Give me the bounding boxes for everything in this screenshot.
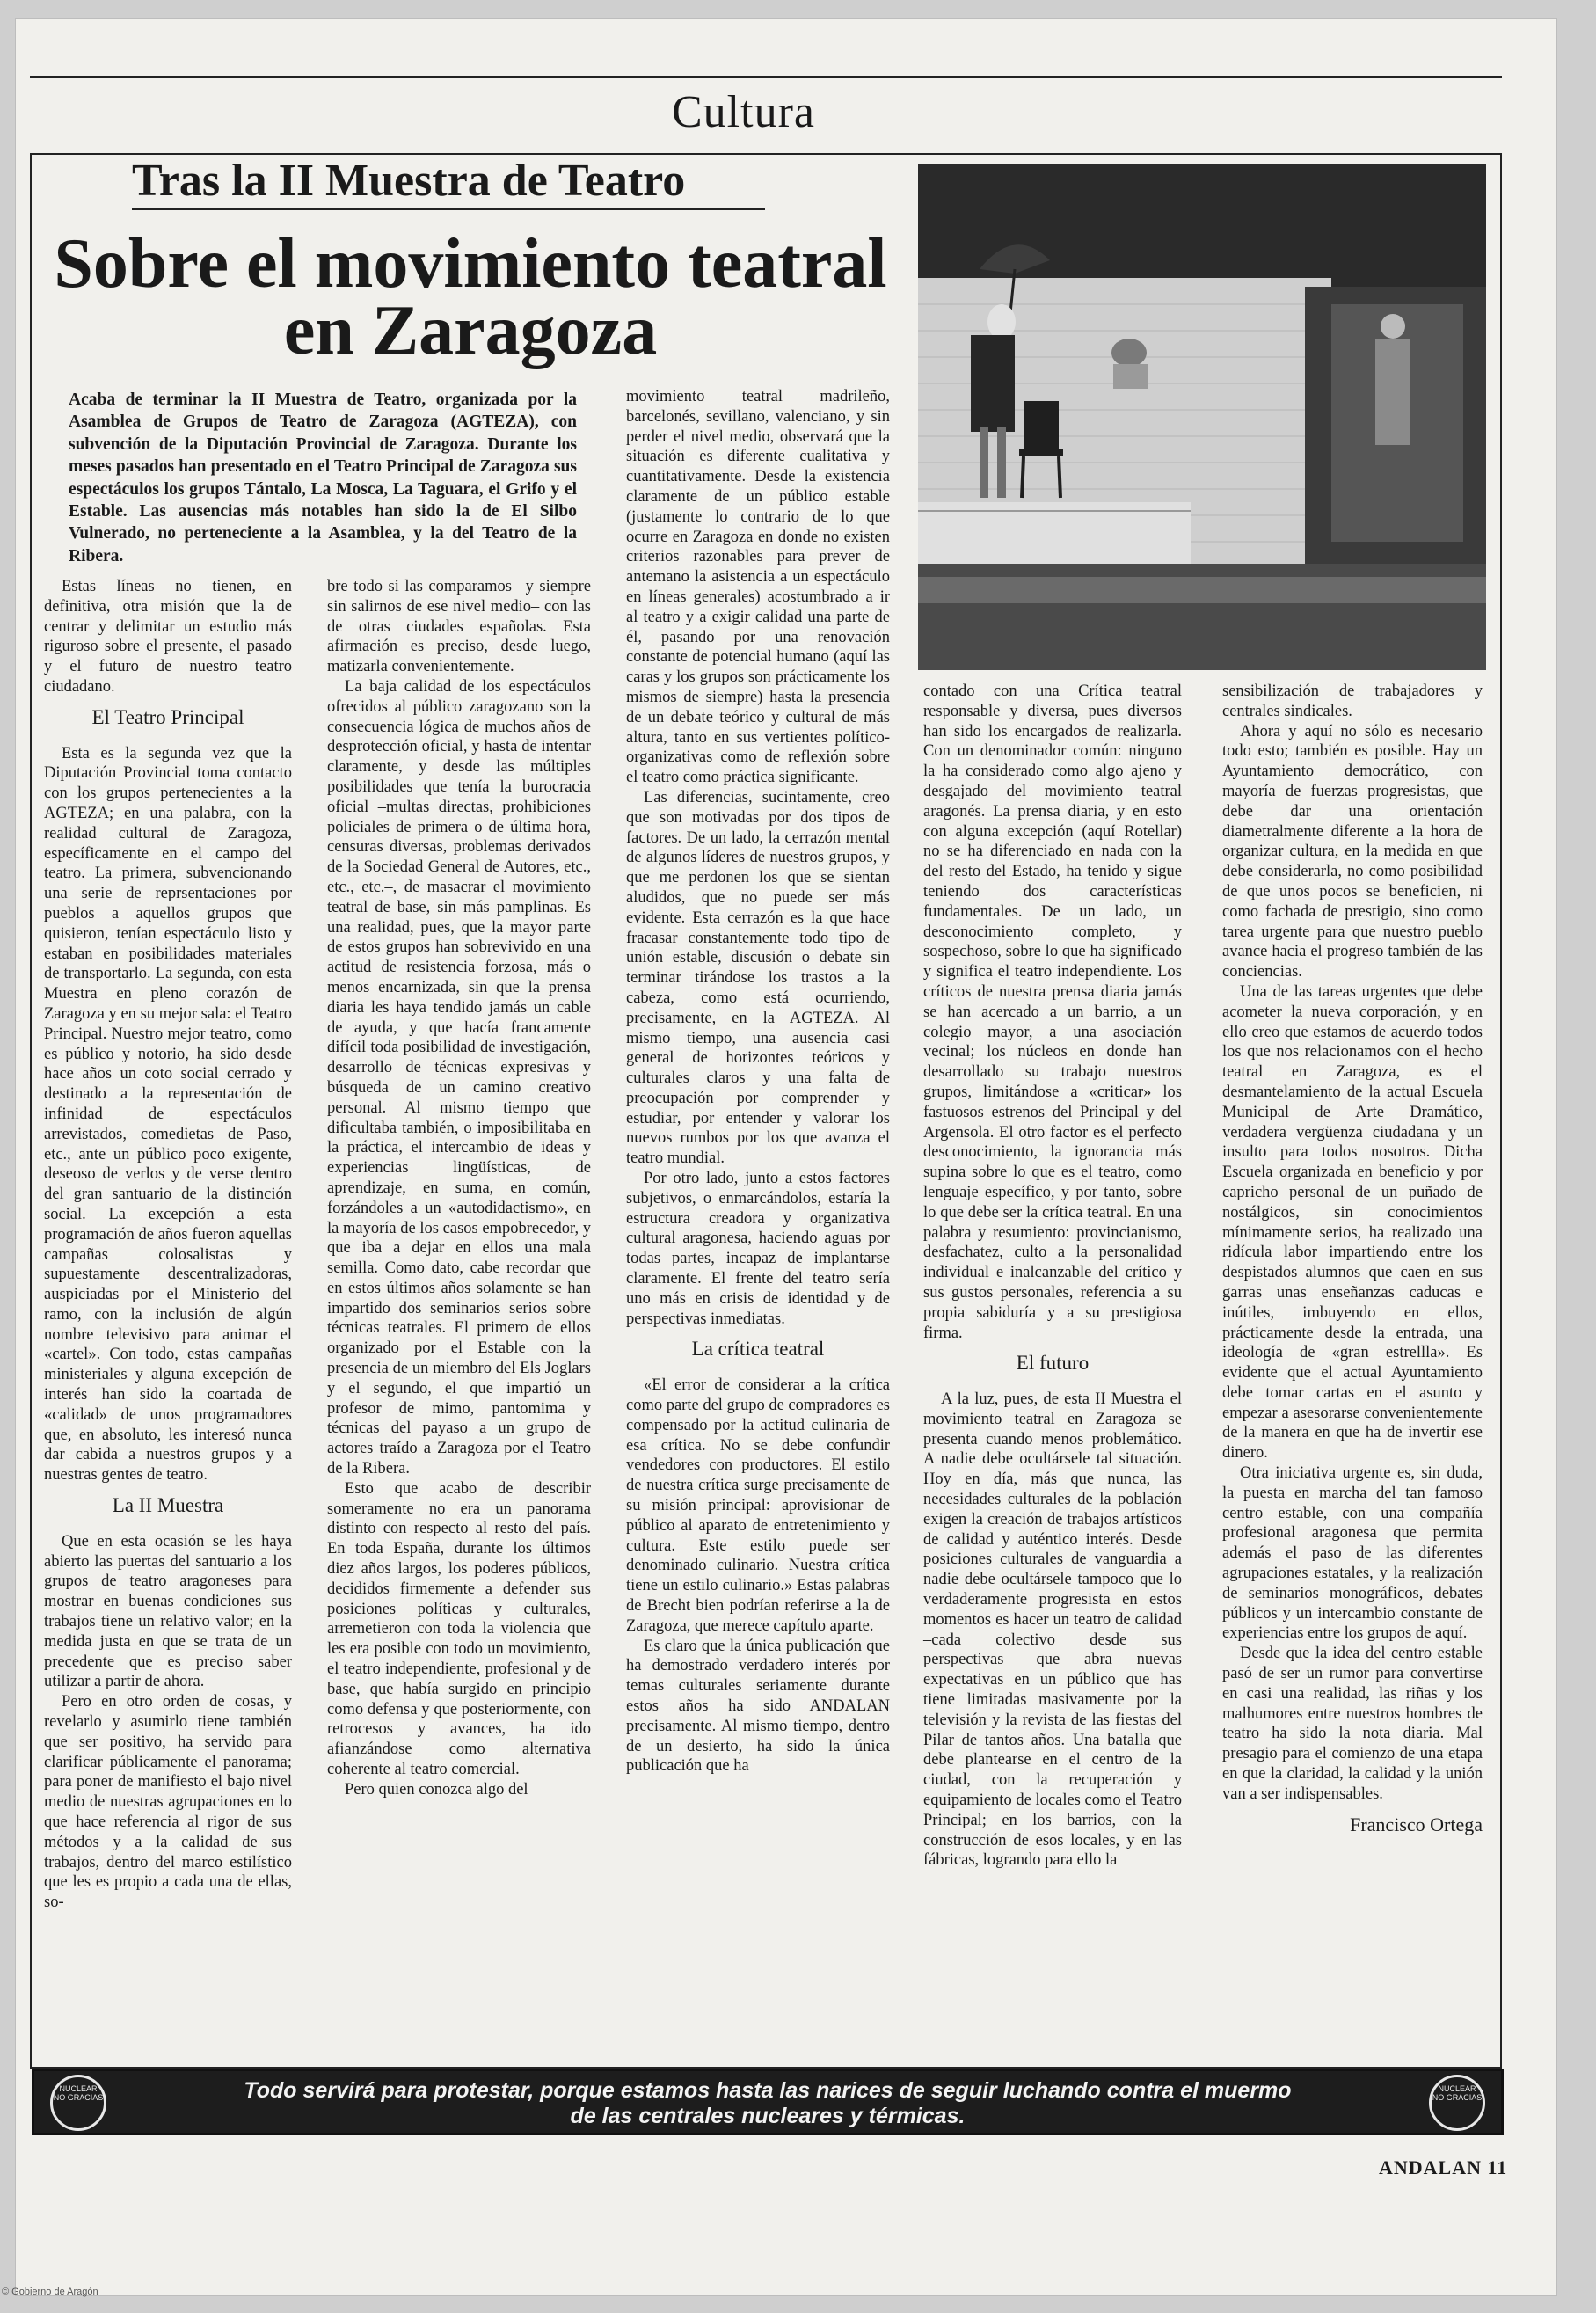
col2-paragraph: Esto que acabo de describir someramente no era un panorama distinto con respecto al resto del país. En toda España, durante los últimos diez años largos, los poderes públicos, decididos firmemente a defender sus posiciones políticas y culturales, arremetieron con toda la violencia que les era posible con todo un movimiento, el teatro independiente, profesional y de base, que había surgido en principio como defensa y que posteriormente, con retrocesos y avances, ha ido afianzándose como alternativa coherente al teatro comercial. bbox=[327, 1479, 591, 1779]
page-footer: ANDALAN 11 bbox=[1379, 2156, 1508, 2178]
protest-banner bbox=[32, 2069, 1504, 2135]
col5-paragraph: Otra iniciativa urgente es, sin duda, la puesta en marcha del tan famoso centro estable, con una compañía profesional aragonesa que permita además el paso de las diferentes agrupaciones estatales, y la realización de seminarios monográficos, debates públicos y un intercambio constante de experiencias entre los grupos de aquí. bbox=[1222, 1464, 1483, 1643]
col3-paragraph: Por otro lado, junto a estos factores subjetivos, o enmarcándolos, estaría la estructura creadora y organizativa cultural aragonesa, haciendo aguas por todas partes, incapaz de implantarse claramente. El frente del teatro sería uno más en crisis de identidad y de perspectivas inmediatas. bbox=[626, 1170, 890, 1328]
kicker: Tras la II Muestra de Teatro bbox=[132, 156, 686, 206]
subheading-el-futuro: El futuro bbox=[1016, 1352, 1090, 1375]
col2-paragraph: La baja calidad de los espectáculos ofrecidos al público zaragozano son la consecuencia lógica de muchos años de desprotección oficial, y hasta de intentar claramente, y desde las múltiples posibilidades que tenía la burocracia oficial –multas directas, prohibiciones policiales de primera o de última hora, censuras diversas, problemas derivados de la Sociedad General de Autores, etc., etc., etc.–, de masacrar el movimiento teatral de base, sin más pamplinas. Es una realidad, pues, que la mayor parte de estos grupos han sobrevivido en una actitud de resistencia forzosa, más o menos encarnizada, sin que la prensa diaria les haya tendido jamás un cable de ayuda, y que hacía francamente difícil toda posibilidad de investigación, desarrollo de técnicas expresivas y búsqueda de un camino creativo personal. Al mismo tiempo que dificultaba también, o imposibilitaba en la práctica, el intercambio de ideas y experiencias lingüísticas, de aprendizaje, en suma, en común, forzándoles a un «autodidactismo», en la mayoría de los casos empobrecedor, y que iba a dejar en ellos una mala semilla. Como dato, cabe recordar que en estos últimos años solamente se han impartido dos seminarios serios sobre técnicas teatrales. El primero de ellos organizado por el Estable con la presencia de un miembro del Els Joglars y el segundo, el que impartió un profesor de mimo, pantomima y técnicas del payaso a un grupo de actores traído a Zaragoza por el Teatro de la Ribera. bbox=[327, 677, 591, 1478]
badge-text-right: NUCLEAR NO GRACIAS bbox=[1432, 2084, 1483, 2102]
col2-paragraph: bre todo si las comparamos –y siempre sin salirnos de ese nivel medio– con las de otras ciudades españolas. Esta afirmación es preciso, desde luego, matizarla convenientemente. bbox=[327, 578, 591, 676]
stage-scene-image bbox=[918, 164, 1486, 670]
col3-paragraph: Es claro que la única publicación que ha demostrado verdadero interés por temas culturales seriamente durante estos años ha sido ANDALAN precisamente. Al mismo tiempo, dentro de un desierto, ha sido la única publicación que ha bbox=[626, 1637, 890, 1776]
archive-credit: © Gobierno de Aragón bbox=[2, 2287, 98, 2297]
lead-paragraph: Acaba de terminar la II Muestra de Teatro, organizada por la Asamblea de Grupos de Teatro de Zaragoza (AGTEZA), con subvención de la Diputación Provincial de Zaragoza. Durante los meses pasados han presentado en el Teatro Principal de Zaragoza sus espectáculos los grupos Tántalo, La Mosca, La Taguara, el Grifo y el Estable. Las ausencias más notables han sido la de El Silbo Vulnerado, no perteneciente a la Asamblea, y la del Teatro de la Ribera. bbox=[69, 390, 577, 565]
headline-line-2: en Zaragoza bbox=[283, 292, 658, 369]
col5-paragraph: Una de las tareas urgentes que debe acometer la nueva corporación, y en ello creo que estamos de acuerdo todos los que nos relacionamos con el hecho teatral en Zaragoza, es el desmantelamiento de la actual Escuela Municipal de Arte Dramático, verdadera vergüenza ciudadana y un insulto para todos nosotros. Dicha Escuela organizada en beneficio y por capricho personal de un puñado de nostálgicos, sin conocimientos mínimamente serios, ha realizado una ridícula labor impartiendo entre los despistados alumnos que caen en sus garras unas enseñanzas caducas e inútiles, imbuyendo en ellos, prácticamente desde la entrada, una ideología de «gran estrellla». Es evidente que el actual Ayuntamiento debe tomar cartas en el asunto y empezar a asesorarse convenientemente de la manera en que ha de invertir ese dinero. bbox=[1222, 982, 1483, 1463]
col1-paragraph: Estas líneas no tienen, en definitiva, otra misión que la de centrar y delimitar un estudio más riguroso sobre el presente, el pasado y el futuro de nuestro teatro ciudadano. bbox=[44, 578, 292, 696]
nuclear-badge-icon bbox=[50, 2075, 106, 2131]
col1-paragraph: Esta es la segunda vez que la Diputación Provincial toma contacto con los grupos pertenecientes a la AGTEZA; en una palabra, con la realidad cultural de Zaragoza, específicamente en el campo del teatro. La primera, subvencionando una serie de reprsentaciones por pueblos a aquellos grupos que quisieron, tenían espectáculo listo y estaban en posibilidades materiales de transportarlo. La segunda, con esta Muestra en pleno corazón de Zaragoza y en su mejor sala: el Teatro Principal. Nuestro mejor teatro, como es público y notorio, ha sido desde hace años un coto social cerrado y destinado a la representación de infinidad de espectáculos arrevistados, comedietas de Paso, etc., ante un público poco exigente, deseoso de verlos y de verse dentro del gran santuario de la distinción social. La excepción a esta programación de años fueron aquellas campañas colosalistas y supuestamente descentralizadoras, auspiciadas por el Ministerio del ramo, con la inclusión de algún nombre televisivo para animar el «cartel». Con todo, estas campañas ministeriales y alguna excepción de interés han sido la coartada de «calidad» de unos programadores que, en absoluto, les interesó nunca dar cabida a nuestros grupos y a nuestras gentes de teatro. bbox=[44, 744, 292, 1485]
subheading-ii-muestra: La II Muestra bbox=[112, 1494, 224, 1517]
theatre-photo bbox=[918, 164, 1486, 670]
subheading-teatro-principal: El Teatro Principal bbox=[91, 705, 244, 728]
col4-paragraph: A la luz, pues, de esta II Muestra el movimiento teatral en Zaragoza se presenta cuando menos problemático. A nadie debe ocultársele tal situación. Hoy en día, más que nunca, las necesidades culturales de la población exigen la creación de trabajos artísticos de calidad y auténtico interés. Desde posiciones culturales de vanguardia a nadie debe ocultársele tampoco que lo verdaderamente progresista en estos momentos es hacer un teatro de calidad –cada colectivo desde sus perspectivas– que abra nuevas expectativas en un público que has tiene limitadas masivamente por la televisión y la revista de las fiestas del Pilar de tantos años. Una batalla que debe plantearse en el centro de la ciudad, con la recuperación y equipamiento de locales como el Teatro Principal; en los barrios, con la construcción de esos locales, y en las fábricas, logrando para ello la bbox=[923, 1390, 1182, 1870]
col2-paragraph: Pero quien conozca algo del bbox=[345, 1780, 528, 1799]
col4-paragraph: contado con una Crítica teatral responsable y diversa, pues diversos han sido los encargados de realizarla. Con un denominador común: ninguno la ha considerado como algo ajeno y desgajado del movimiento teatral aragonés. La prensa diaria, y en esto con alguna excepción (aquí Rotellar) no se ha diferenciado en nada con la del resto del Estado, ha tenido y sigue teniendo dos características fundamentales. De un lado, un desconocimiento completo, y sospechoso, sobre lo que ha significado y significa el teatro independiente. Los críticos de nuestra prensa diaria jamás se han acercado a un barrio, a un colegio mayor, a una asociación vecinal; los núcleos en donde han desarrollado su trabajo nuestros grupos, limitándose a «criticar» los fastuosos estrenos del Principal y del Argensola. El otro factor es el perfecto desconocimiento, la ignorancia más supina sobre lo que es el teatro, como lenguaje específico, y por tanto, sobre lo que debe ser la crítica teatral. En una palabra y resumiento: provincianismo, desfachatez, culto a la personalidad individual e inalcanzable del crítico y sus gustos personales, referencia a su propia sabiduría y a su prestigiosa firma. bbox=[923, 682, 1182, 1342]
col1-paragraph: Pero en otro orden de cosas, y revelarlo y asumirlo tiene también que ser positivo, ha servido para clarificar públicamente el panorama; para poner de manifiesto el bajo nivel medio de nuestras agrupaciones en lo que hace referencia al rigor de sus métodos y a la calidad de sus trabajos, dentro del marco estilístico que les es propio a cada una de ellas, so- bbox=[44, 1693, 292, 1912]
banner-line-1: Todo servirá para protestar, porque estamos hasta las narices de seguir luchando contra el muermo bbox=[244, 2078, 1292, 2103]
col3-paragraph: Las diferencias, sucintamente, creo que son motivadas por dos tipos de factores. De un lado, la cerrazón mental de algunos líderes de nuestros grupos, y que me perdonen los que se sientan aludidos, que no puede ser más evidente. Esta cerrazón es la que hace fracasar constantemente todo tipo de unión estable, discusión o debate sin terminar tirándose los trastos a la cabeza, como está ocurriendo, precisamente, en la AGTEZA. Al mismo tiempo, una ausencia casi general de horizontes teóricos y culturales claros y una falta de preocupación por comprender y estudiar, por entender y valorar los nuevos rumbos por los que avanza el teatro mundial. bbox=[626, 788, 890, 1168]
headline bbox=[35, 225, 906, 369]
top-rule bbox=[30, 76, 1502, 78]
col5-paragraph: Desde que la idea del centro estable pasó de ser un rumor para convertirse en casi una realidad, las riñas y los malhumores entre nuestros hombres de teatro ha sido la nota diaria. Mal presagio para el comienzo de una etapa en que la claridad, la calidad y la unión van a ser indispensables. bbox=[1222, 1645, 1483, 1803]
col3-paragraph: movimiento teatral madrileño, barcelonés, sevillano, valenciano, y sin perder el nivel medio, observará que la situación es diferente cualitativa y cuantitativamente. Desde la existencia claramente de un público estable (justamente lo contrario de lo que ocurre en Zaragoza en donde no existen criterios razonables para prever de antemano la asistencia a un espectáculo en líneas generales) acostumbrado a ir al teatro y a exigir calidad una parte de él, pasando por una renovación constante de potencial humano (aquí las caras y los grupos son prácticamente los mismos de siempre) hasta la presencia de un debate teórico y cultural de más altura, tanto en sus vertientes político-organizativas como de reflexión sobre el teatro como práctica significante. bbox=[626, 388, 890, 787]
column-2 bbox=[327, 577, 591, 1800]
nuclear-badge-icon bbox=[1429, 2075, 1485, 2131]
column-4 bbox=[923, 682, 1182, 1871]
kicker-rule bbox=[132, 208, 765, 210]
column-5 bbox=[1222, 682, 1483, 1835]
col5-paragraph: Ahora y aquí no sólo es necesario todo esto; también es posible. Hay un Ayuntamiento democrático, con mayoría de fuerzas progresistas, que debe dar una orientación diametralmente diferente a la hora de organizar cultura, en la medida en que debe considerarla, no como posibilidad de que unos pocos se beneficien, ni como fachada de prestigio, sino como tarea urgente para que nuestro pueblo avance hacia el progreso también de las conciencias. bbox=[1222, 722, 1483, 981]
col3-paragraph: «El error de considerar a la crítica como parte del grupo de compradores es compensado por la actitud culinaria de esa crítica. No se debe confundir vendedores con productores. El estilo de nuestra crítica surge precisamente de su misión principal: aprovisionar de público al aparato de entretenimiento y cultura. Este estilo puede ser denominado culinario. Nuestra crítica tiene un estilo culinario.» Estas palabras de Brecht bien podrían referirse a la de Zaragoza, que merece capítulo aparte. bbox=[626, 1376, 891, 1635]
col5-paragraph: sensibilización de trabajadores y centrales sindicales. bbox=[1222, 682, 1483, 720]
section-label: Cultura bbox=[672, 87, 815, 137]
banner-text bbox=[140, 2078, 1396, 2129]
col1-paragraph: Que en esta ocasión se les haya abierto las puertas del santuario a los grupos de teatro aragoneses para mostrar en buenas condiciones sus trabajos tiene un relativo valor; en la medida justa en que se trata de un precedente que es preciso saber utilizar a partir de ahora. bbox=[44, 1532, 292, 1691]
column-1 bbox=[44, 577, 292, 1913]
badge-text-left: NUCLEAR NO GRACIAS bbox=[53, 2084, 104, 2102]
author-signature: Francisco Ortega bbox=[1350, 1813, 1483, 1835]
subheading-critica-teatral: La crítica teatral bbox=[691, 1338, 825, 1361]
headline-line-1: Sobre el movimiento teatral bbox=[54, 225, 887, 303]
column-3 bbox=[626, 387, 890, 1777]
banner-line-2: de las centrales nucleares y térmicas. bbox=[570, 2104, 966, 2128]
